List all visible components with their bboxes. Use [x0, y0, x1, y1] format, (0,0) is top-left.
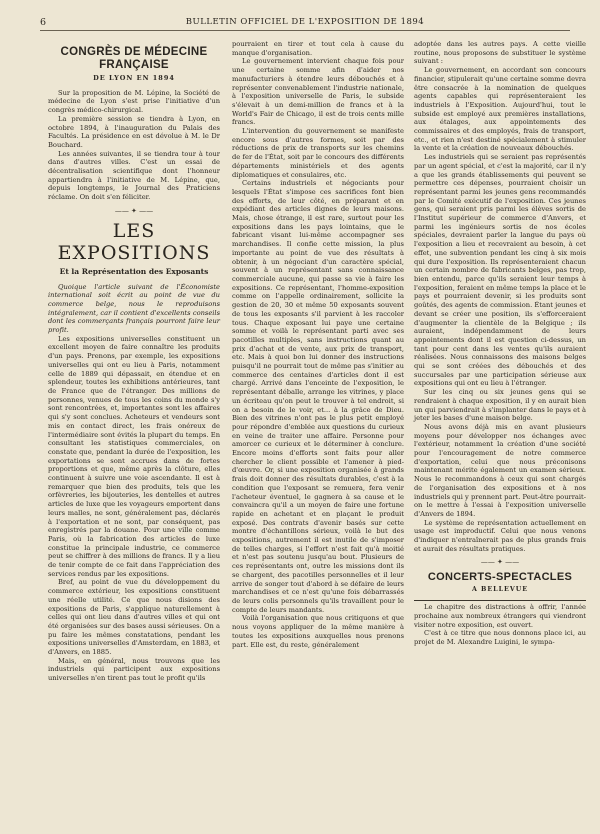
col3-paragraph-5: Nous avons déjà mis en avant plusieurs moyens pour développer nos échanges avec l'extérieur, notamment la création d'une société pour l'encouragement de notre commerce d'exportation, celui que nous préconisons maintenant mérite également un examen sérieux. Nous le recommandons à ceux qui sont chargés de l'organisation des expositions et à nos industriels qui y prennent part. Peut-être pourrait-on le mettre à l'essai à l'exposition universelle d'Anvers de 1894.	[414, 422, 586, 518]
expositions-intro: Quoique l'article suivant de l'Économiste international soit écrit au point de vue du commerce belge, nous le reproduisons intégralement, car il contient d'excellents conseils dont les commerçants français pourront faire leur profit.	[48, 282, 220, 335]
col3-paragraph-2: Le gouvernement, en accordant son concours financier, stipulerait qu'une certaine somme devra être consacrée à la nomination de quelques agents capables qui représenteraient les industriels à l'Exposition. Aujourd'hui, tout le subside est employé aux premières installations, aux étalages, aux appointements des commissaires et des employés, frais de transport, etc., et rien n'est destiné spécialement à stimuler la vente et la création de nouveaux débouchés.	[414, 66, 586, 153]
expositions-paragraph-3: Mais, en général, nous trouvons que les industriels qui participent aux expositions universelles n'en tirent pas tout le profit qu'ils	[48, 656, 220, 683]
expositions-paragraph-2: Bref, au point de vue du développement du commerce extérieur, les expositions constituent une réelle utilité. Ce que nous disions des expositions de Paris, s'applique naturellement à celles qui ont lieu dans d'autres villes et qui ont été organisées sur des bases aussi sérieuses. On a pu faire les mêmes constatations, pendant les expositions universelles d'Amsterdam, en 1883, et d'Anvers, en 1885.	[48, 578, 220, 657]
concerts-title: CONCERTS-SPECTACLES	[427, 571, 573, 584]
expositions-subtitle: Et la Représentation des Exposants	[59, 266, 209, 276]
congres-paragraph-1: Sur la proposition de M. Lépine, la Société de médecine de Lyon s'est prise l'initiative d'un congrès médico-chirurgical.	[48, 88, 220, 115]
section-ornament-2: —— ✦ ——	[480, 558, 520, 567]
congres-subtitle: DE LYON EN 1894	[93, 74, 175, 82]
col2-paragraph-3: L'intervention du gouvernement se manifeste encore sous d'autres formes, soit par des réductions de prix de transports sur les chemins de fer de l'État, soit par le concours des différents départements ministériels et des agents diplomatiques et consulaires, etc.	[232, 127, 404, 179]
column-2	[232, 40, 404, 649]
col3-paragraph-4: Sur les cinq ou six jeunes gens qui se rendraient à chaque exposition, il y en aurait bien un qui parviendrait à s'implanter dans le pays et à jeter les bases d'une maison belge.	[414, 388, 586, 423]
col2-paragraph-5: Voilà l'organisation que nous critiquons et que nous voyons appliquer de la même manière à toutes les expositions auxquelles nous prenons part. Elle est, du reste, généralement	[232, 614, 404, 649]
congres-title: CONGRÈS DE MÉDECINE FRANÇAISE	[60, 46, 208, 71]
page-header	[40, 16, 570, 31]
concerts-subtitle: A BELLEVUE	[471, 586, 529, 594]
expositions-paragraph-1: Les expositions universelles constituent un excellent moyen de faire connaître les produits d'un pays. Prenons, par exemple, les expositions universelles qui ont eu lieu à Paris, notamment celle de 1889 qui dépassait, en étendue et en splendeur, toutes les exhibitions antérieures, tant de France que de l'étranger. Des millions de personnes, venues de tous les coins du monde s'y sont rencontrées, et, importantes sont les affaires qui s'y sont conclues. Acheteurs et vendeurs sont mis en contact direct, les frais onéreux de l'intermédiaire sont évités la plupart du temps. En consultant les statistiques commerciales, on constate que, pendant la durée de l'exposition, les exportations se sont accrues dans de fortes proportions et que, même après la clôture, elles continuent à suivre une voie ascendante. Il est à remarquer que bien des produits, tels que les orfèvreries, les bijouteries, les dentelles et autres articles de luxe que les voyageurs emportent dans leurs malles, ne sont, généralement pas, déclarés à l'exportation et ne sont, par conséquent, pas enregistrés par la douane. Pour une ville comme Paris, où la fabrication des articles de luxe constitue la principale industrie, ce commerce peut se chiffrer à des millions de francs. Il y a lieu de tenir compte de ce fait dans l'appréciation des services rendus par les expositions.	[48, 334, 220, 578]
column-3	[414, 40, 586, 647]
congres-paragraph-3: Les années suivantes, il se tiendra tour à tour dans d'autres villes. C'est un essai de décentralisation scientifique dont l'honneur appartiendra à l'initiative de M. Lépine, que, depuis longtemps, le Journal des Praticiens réclame. On doit s'en féliciter.	[48, 149, 220, 202]
section-ornament: —— ✦ ——	[114, 206, 154, 215]
concerts-rule	[414, 600, 586, 601]
congres-paragraph-2: La première session se tiendra à Lyon, en octobre 1894, à l'inauguration du Palais des Facultés. La présidence en est dévolue à M. le Dr Bouchard.	[48, 114, 220, 149]
col2-paragraph-2: Le gouvernement intervient chaque fois pour une certaine somme afin d'aider nos manufacturiers à étendre leurs débouchés et à représenter convenablement l'industrie nationale, à l'exposition universelle de Paris, le subside s'élevait à un demi-million de francs et à la World's Fair de Chicago, il est de trois cents mille francs.	[232, 57, 404, 127]
column-1	[48, 40, 220, 683]
expositions-title: LES EXPOSITIONS	[57, 219, 211, 264]
page-number: 6	[40, 17, 47, 28]
col3-paragraph-1: adoptée dans les autres pays. A cette vieille routine, nous proposons de substituer le système suivant :	[414, 40, 586, 66]
concerts-paragraph-1: Le chapitre des distractions à offrir, l'année prochaine aux nombreux étrangers qui viendront visiter notre exposition, est ouvert.	[414, 603, 586, 629]
col2-paragraph-1: pourraient en tirer et tout cela à cause du manque d'organisation.	[232, 40, 404, 57]
col2-paragraph-4: Certains industriels et négociants pour lesquels l'État s'impose ces sacrifices font bien des efforts, de leur côté, en préparant et en expédiant des articles dignes de leurs maisons. Mais, chose étrange, il est rare, surtout pour les expositions dans les pays lointains, que le fabricant visant lui-même accompagner ses marchandises. Il confie cette mission, la plus importante au point de vue des résultats à obtenir, à un négociant d'un caractère spécial, souvent à un représentant sans connaissance commerciale aucune, qui passe sa vie à faire les expositions. Ce représentant, l'homme-exposition comme on l'appelle ordinairement, sollicite la gestion de 20, 30 et même 50 exposants souvent de tous les exposants s'il parvient à les raccoler tous. Chaque exposant lui paye une certaine somme et voilà le représentant parti avec ses pacotilles multiples, sans instructions quant au prix d'achat et de vente, aux prix de transport, etc. Mais à quoi bon lui donner des instructions puisqu'il ne pourrait tout de même pas s'initier au commerce des centaines d'articles dont il est chargé. Arrivé dans l'enceinte de l'exposition, le représentant déballe, arrange les vitrines, y place un écriteau qu'on peut le trouver à tel endroit, si on a besoin de le voir, et... à la grâce de Dieu. Bien des vitrines n'ont pas le plus petit employé pour répondre d'emblée aux questions du curieux en veine de traiter une affaire. Personne pour amorcer ce curieux et le déterminer à conclure. Encore moins d'efforts sont faits pour aller chercher le client possible et l'amener à pied-d'œuvre. Or, si une exposition organisée à grands frais doit donner des résultats durables, c'est à la condition que l'exposant se remuera, fera venir l'acheteur éventuel, le gagnera à sa cause et le convaincra qu'il a un moyen de faire une fortune rapide en achetant et en plaçant le produit exposé. Des contrats d'avenir basés sur cette montre d'échantillons sérieux, voilà le but des expositions, autrement il est inutile de s'imposer de telles charges, si l'effort n'est fait qu'à moitié et n'est pas soutenu jusqu'au bout. Plusieurs de ces représentants ont, outre les missions dont ils se chargent, des pacotilles personnelles et il leur arrive de songer tout d'abord à se défaire de leurs marchandises et ce n'est qu'une fois débarrassés de leurs colis personnels qu'ils travaillent pour le compte de leurs mandants.	[232, 179, 404, 614]
col3-paragraph-3: Les industriels qui se seraient pas représentés par un agent spécial, et c'est la majorité, car il n'y a que les grands établissements qui peuvent se permettre ces dépenses, pourraient choisir un représentant parmi les jeunes gens recommandés par le Comité exécutif de l'exposition. Ces jeunes gens, qui seraient pris parmi les élèves sortis de l'Institut supérieur de commerce d'Anvers, et parmi les ingénieurs sortis de nos écoles spéciales, devraient parler la langue du pays où l'exposition a lieu et recevraient au besoin, à cet effet, une subvention pendant les cinq à six mois qui dure l'exposition. Ils représenteraient chacun un certain nombre de fabricants belges, pas trop, bien entendu, parce qu'ils seraient leur temps à l'exposition, feraient en même temps la place et le pays et pourraient devenir, si les produits sont goûtés, des agents de commission. Étant jeunes et devant se créer une position, ils s'efforceraient d'augmenter la clientèle de la Belgique ; ils auraient, indépendamment de leurs appointements dont il est question ci-dessus, un tant pour cent dans les ventes qu'ils auraient réalisées. Nous connaissons des maisons belges qui se sont créées des débouchés et des succursales par une participation sérieuse aux expositions qui ont eu lieu à l'étranger.	[414, 153, 586, 388]
concerts-paragraph-2: C'est à ce titre que nous donnons place ici, au projet de M. Alexandre Luigini, le sympa-	[414, 629, 586, 646]
col3-paragraph-6: Le système de représentation actuellement en usage est improductif. Celui que nous venons d'indiquer n'entraînerait pas de plus grands frais et aurait des résultats pratiques.	[414, 518, 586, 553]
publication-title: BULLETIN OFFICIEL DE L'EXPOSITION DE 1894	[185, 17, 425, 27]
